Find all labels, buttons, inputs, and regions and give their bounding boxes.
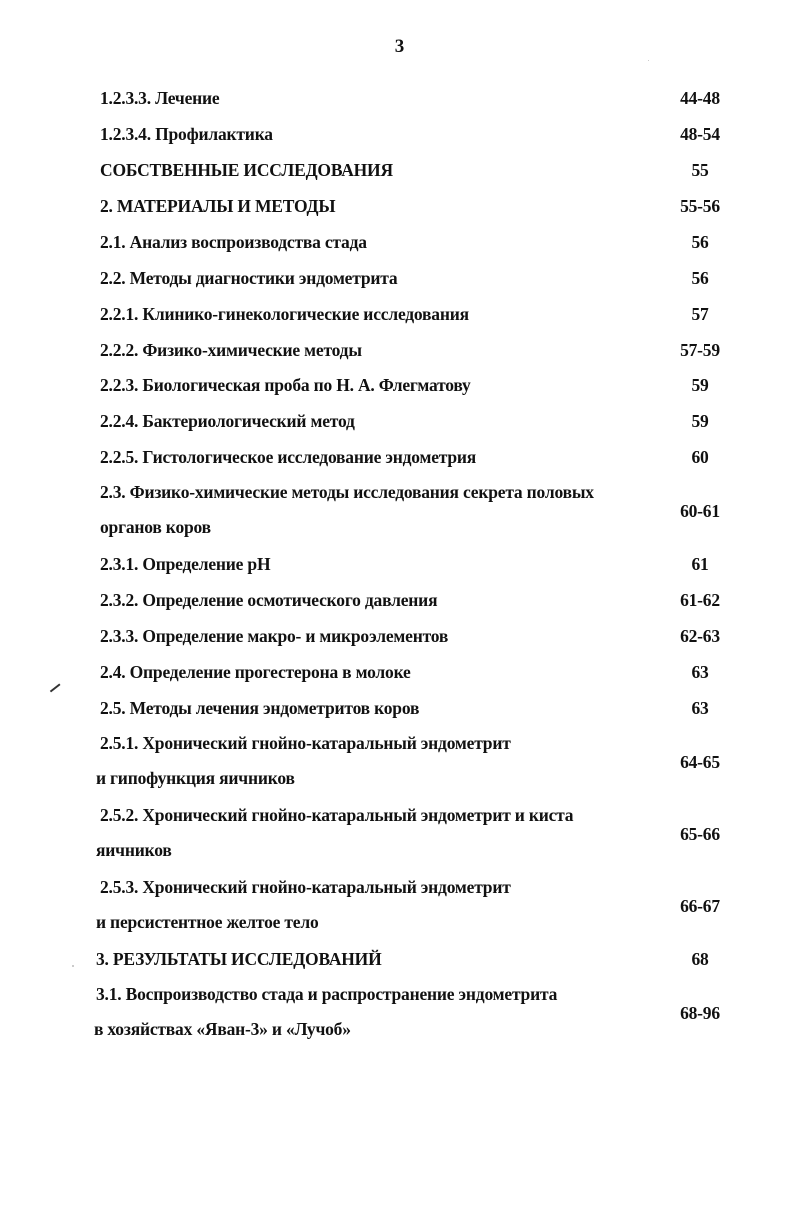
toc-entry-title-line: яичников	[96, 840, 172, 860]
toc-entry-title: 2.2.3. Биологическая проба по Н. А. Флегматову	[100, 375, 471, 395]
toc-entry-title	[96, 726, 656, 796]
scan-speck	[72, 965, 74, 967]
toc-entry-title-line: в хозяйствах «Яван-3» и «Лучоб»	[94, 1019, 351, 1039]
toc-entry-pages: 66-67	[680, 896, 720, 916]
toc-entry-pages: 65-66	[680, 824, 720, 844]
toc-entry-title	[96, 870, 656, 940]
toc-entry-pages: 62-63	[680, 626, 720, 646]
toc-entry-title: 1.2.3.3. Лечение	[100, 88, 220, 108]
toc-entry-pages: 48-54	[680, 124, 720, 144]
toc-entry-title: 2.2.4. Бактериологический метод	[100, 411, 355, 431]
toc-entry-title: 2.3.3. Определение макро- и микроэлементов	[100, 626, 449, 646]
toc-entry-pages: 44-48	[680, 88, 720, 108]
toc-entry-title-line: 3.1. Воспроизводство стада и распространение эндометрита	[96, 984, 558, 1004]
toc-entry-pages: 63	[691, 662, 709, 682]
toc-entry-pages: 68-96	[680, 1003, 720, 1023]
toc-entry-title-line: и гипофункция яичников	[96, 768, 295, 788]
toc-entry-title: 2.2.5. Гистологическое исследование эндометрия	[100, 447, 477, 467]
toc-entry-pages: 56	[691, 232, 709, 252]
toc-entry-title	[94, 977, 654, 1047]
toc-entry-pages: 61-62	[680, 590, 720, 610]
toc-entry-title: 2.2. Методы диагностики эндометрита	[100, 268, 398, 288]
toc-entry-pages: 57-59	[680, 340, 720, 360]
toc-entry-title: 2. МАТЕРИАЛЫ И МЕТОДЫ	[100, 196, 336, 216]
toc-entry-pages: 63	[691, 698, 709, 718]
toc-entry-pages: 55	[691, 160, 709, 180]
scan-speck	[648, 60, 649, 61]
toc-entry-pages: 55-56	[680, 196, 720, 216]
toc-entry-pages: 57	[691, 304, 709, 324]
toc-entry-title	[96, 798, 656, 868]
toc-entry-pages: 68	[691, 949, 709, 969]
toc-entry-pages: 59	[691, 375, 709, 395]
toc-entry-title-line: 2.5.3. Хронический гнойно-катаральный эндометрит	[100, 877, 511, 897]
toc-entry-title: 1.2.3.4. Профилактика	[100, 124, 273, 144]
toc-entry-title: 2.3.2. Определение осмотического давления	[100, 590, 438, 610]
toc-entry-title	[100, 475, 660, 545]
toc-entry-title: СОБСТВЕННЫЕ ИССЛЕДОВАНИЯ	[100, 160, 393, 180]
pencil-mark	[50, 683, 60, 692]
toc-entry-pages: 60	[691, 447, 709, 467]
toc-entry-title: 2.3.1. Определение рН	[100, 554, 271, 574]
toc-entry-title: 2.1. Анализ воспроизводства стада	[100, 232, 367, 252]
toc-entry-pages: 64-65	[680, 752, 720, 772]
toc-entry-pages: 59	[691, 411, 709, 431]
toc-entry-title-line: и персистентное желтое тело	[96, 912, 319, 932]
toc-entry-title: 2.5. Методы лечения эндометритов коров	[100, 698, 420, 718]
toc-entry-title: 2.4. Определение прогестерона в молоке	[100, 662, 411, 682]
toc-entry-title-line: 2.5.2. Хронический гнойно-катаральный эндометрит и киста	[100, 805, 574, 825]
toc-entry-title-line: органов коров	[100, 517, 211, 537]
toc-entry-title: 3. РЕЗУЛЬТАТЫ ИССЛЕДОВАНИЙ	[96, 949, 382, 969]
toc-entry-pages: 61	[691, 554, 709, 574]
toc-entry-title: 2.2.1. Клинико-гинекологические исследования	[100, 304, 469, 324]
page-number: 3	[394, 36, 405, 57]
toc-entry-title-line: 2.5.1. Хронический гнойно-катаральный эндометрит	[100, 733, 511, 753]
toc-entry-title: 2.2.2. Физико-химические методы	[100, 340, 362, 360]
toc-entry-pages: 60-61	[680, 501, 720, 521]
toc-entry-title-line: 2.3. Физико-химические методы исследования секрета половых	[100, 482, 594, 502]
toc-entry-pages: 56	[691, 268, 709, 288]
